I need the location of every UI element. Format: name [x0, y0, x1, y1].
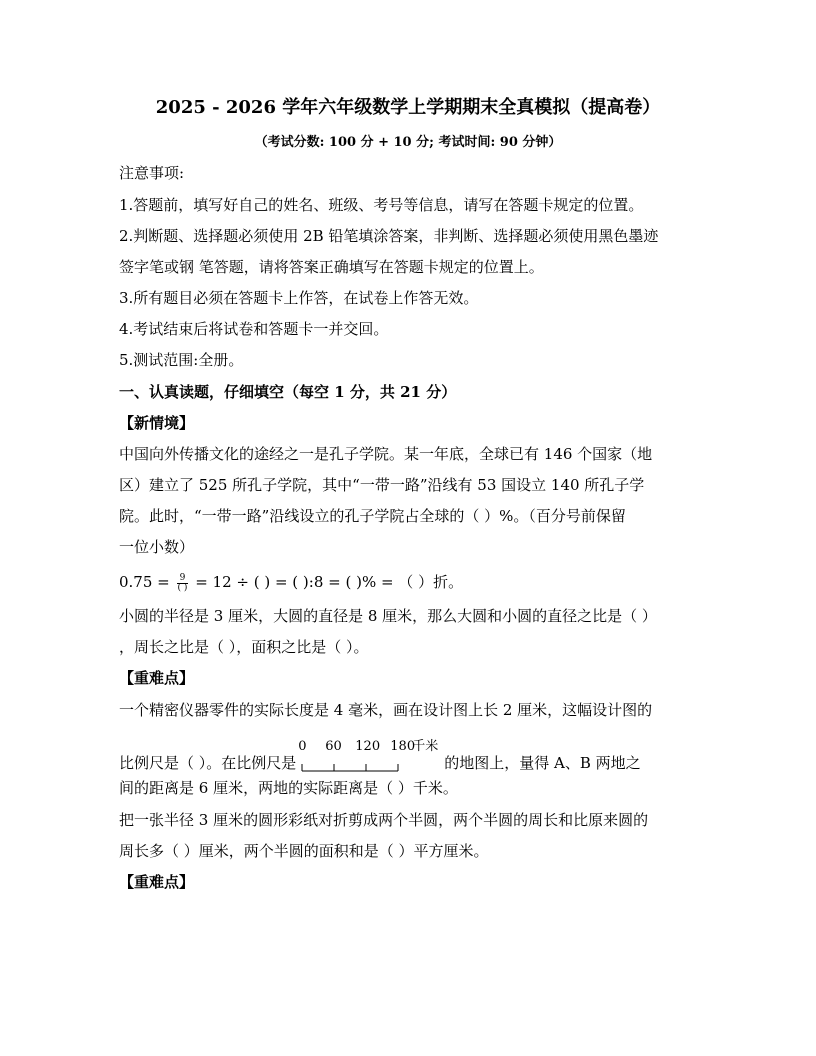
question-1-line-3: 院。此时，“一带一路”沿线设立的孔子学院占全球的（ ）%。（百分号前保留: [119, 507, 626, 525]
exam-info: （考试分数: 100 分 + 10 分; 考试时间: 90 分钟）: [254, 135, 562, 150]
notice-item-5: 5.测试范围:全册。: [119, 351, 244, 369]
scale-bar: [298, 739, 442, 779]
question-4-line-3: 间的距离是 6 厘米，两地的实际距离是（ ）千米。: [119, 779, 458, 797]
question-5-line-1: 把一张半径 3 厘米的圆形彩纸对折剪成两个半圆，两个半圆的周长和比原来圆的: [119, 811, 649, 829]
scale-tick-label-60: 60: [325, 739, 342, 754]
scale-tick-label-0: 0: [298, 739, 307, 754]
fraction: [177, 574, 189, 593]
notice-item-3: 3.所有题目必须在答题卡上作答，在试卷上作答无效。: [119, 289, 479, 307]
scale-bar-graphic: [298, 739, 442, 779]
tag-key-difficult-1: 【重难点】: [119, 669, 195, 687]
tag-new-context: 【新情境】: [119, 414, 195, 432]
question-3-line-1: 小圆的半径是 3 厘米，大圆的直径是 8 厘米，那么大圆和小圆的直径之比是（ ）: [119, 607, 657, 625]
scale-tick-label-120: 120: [355, 739, 381, 754]
fraction-numerator: 9: [177, 574, 189, 584]
notice-item-2: 2.判断题、选择题必须使用 2B 铅笔填涂答案，非判断、选择题必须使用黑色墨迹: [119, 227, 659, 245]
question-4-text-a: 比例尺是（ ）。在比例尺是: [119, 754, 297, 772]
scale-unit: 千米: [412, 739, 439, 754]
tag-key-difficult-2: 【重难点】: [119, 873, 195, 891]
question-2-rest: = 12 ÷ ( ) = ( ):8 = ( )% = （ ）折。: [195, 573, 464, 591]
section-heading: 一、认真读题，仔细填空（每空 1 分，共 21 分）: [119, 383, 457, 401]
notice-item-1: 1.答题前，填写好自己的姓名、班级、考号等信息，请写在答题卡规定的位置。: [119, 196, 644, 214]
notice-heading: 注意事项:: [119, 164, 185, 182]
notice-item-4: 4.考试结束后将试卷和答题卡一并交回。: [119, 320, 389, 338]
question-2: [119, 572, 719, 593]
question-4-text-b: 的地图上，量得 A、B 两地之: [444, 754, 641, 772]
question-1-line-2: 区）建立了 525 所孔子学院，其中“一带一路”沿线有 53 国设立 140 所孔子学: [119, 476, 645, 494]
question-3-line-2: ，周长之比是（ ），面积之比是（ ）。: [119, 638, 369, 656]
question-2-lead: 0.75 =: [119, 573, 170, 591]
question-5-line-2: 周长多（ ）厘米，两个半圆的面积和是（ ）平方厘米。: [119, 842, 489, 860]
question-4-line-1: 一个精密仪器零件的实际长度是 4 毫米，画在设计图上长 2 厘米，这幅设计图的: [119, 701, 653, 719]
question-1-line-4: 一位小数）: [119, 538, 195, 556]
question-4-line-2: [119, 738, 719, 778]
scale-tick-label-180: 180: [390, 739, 416, 754]
notice-item-2-cont: 签字笔或钢 笔答题，请将答案正确填写在答题卡规定的位置上。: [119, 258, 544, 276]
fraction-denominator: ( ): [177, 582, 188, 593]
page-title: 2025 - 2026 学年六年级数学上学期期末全真模拟（提高卷）: [155, 97, 661, 118]
question-1-line-1: 中国向外传播文化的途经之一是孔子学院。某一年底，全球已有 146 个国家（地: [119, 445, 653, 463]
